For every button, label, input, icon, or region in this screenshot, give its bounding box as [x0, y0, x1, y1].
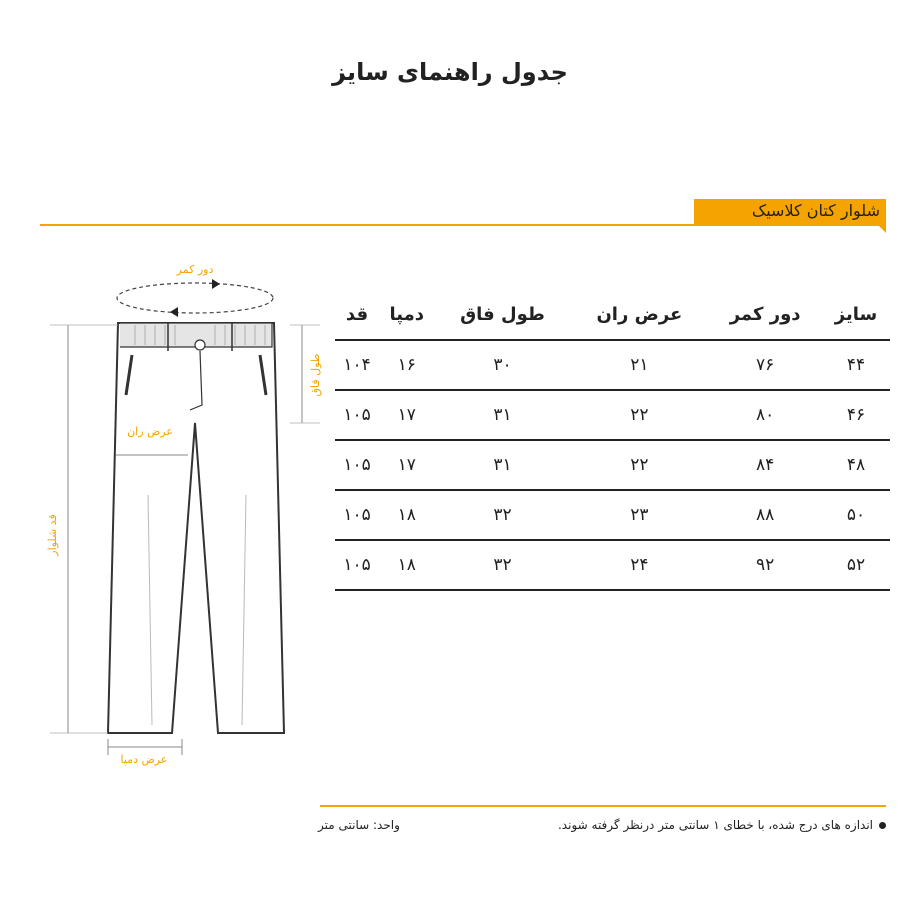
table-cell: ۳۰ — [434, 340, 570, 390]
table-cell: ۱۰۵ — [335, 440, 379, 490]
table-cell: ۸۴ — [708, 440, 822, 490]
button-icon — [195, 340, 205, 350]
table-cell: ۱۷ — [379, 440, 434, 490]
table-cell: ۸۸ — [708, 490, 822, 540]
column-header: قد — [335, 290, 379, 340]
waist-arrow-icon — [170, 307, 178, 317]
measurement-note — [558, 818, 886, 832]
length-label: قد شلوار — [46, 514, 59, 556]
table-cell: ۹۲ — [708, 540, 822, 590]
crease-left — [148, 495, 152, 725]
table-cell: ۱۸ — [379, 490, 434, 540]
waist-ellipse — [117, 283, 273, 313]
table-header-row — [335, 290, 890, 340]
column-header: طول فاق — [434, 290, 570, 340]
table-row — [335, 440, 890, 490]
page-title: جدول راهنمای سایز — [332, 58, 568, 86]
table-cell: ۲۲ — [570, 390, 708, 440]
bullet-icon — [879, 822, 886, 829]
unit-label: واحد: سانتی متر — [318, 818, 400, 832]
table-cell: ۴۶ — [822, 390, 890, 440]
column-header: دمپا — [379, 290, 434, 340]
waist-arrow-icon — [212, 279, 220, 289]
column-header: سایز — [822, 290, 890, 340]
table-cell: ۳۱ — [434, 440, 570, 490]
table-cell: ۲۴ — [570, 540, 708, 590]
table-cell: ۱۰۵ — [335, 390, 379, 440]
table-cell: ۳۱ — [434, 390, 570, 440]
table-cell: ۲۱ — [570, 340, 708, 390]
table-cell: ۱۸ — [379, 540, 434, 590]
table-cell: ۱۰۴ — [335, 340, 379, 390]
crease-right — [242, 495, 246, 725]
table-cell: ۳۲ — [434, 540, 570, 590]
table-cell: ۱۰۵ — [335, 490, 379, 540]
table-row — [335, 490, 890, 540]
table-row — [335, 390, 890, 440]
table-cell: ۱۷ — [379, 390, 434, 440]
waist-label: دور کمر — [176, 263, 214, 276]
fly-stitch — [190, 351, 202, 410]
table-cell: ۵۰ — [822, 490, 890, 540]
table-cell: ۱۰۵ — [335, 540, 379, 590]
rise-label: طول فاق — [309, 353, 322, 397]
table-cell: ۴۴ — [822, 340, 890, 390]
table-cell: ۲۲ — [570, 440, 708, 490]
footer-divider — [320, 805, 886, 807]
hem-label: عرض دمپا — [120, 753, 168, 766]
size-table — [335, 290, 890, 591]
table-cell: ۱۶ — [379, 340, 434, 390]
table-cell: ۴۸ — [822, 440, 890, 490]
thigh-label: عرض ران — [127, 425, 173, 438]
column-header: عرض ران — [570, 290, 708, 340]
table-cell: ۳۲ — [434, 490, 570, 540]
product-name-tab: شلوار کتان کلاسیک — [694, 199, 886, 225]
column-header: دور کمر — [708, 290, 822, 340]
left-pocket — [126, 355, 132, 395]
right-pocket — [260, 355, 266, 395]
table-row — [335, 540, 890, 590]
table-cell: ۸۰ — [708, 390, 822, 440]
table-cell: ۷۶ — [708, 340, 822, 390]
table-cell: ۵۲ — [822, 540, 890, 590]
table-row — [335, 340, 890, 390]
table-cell: ۲۳ — [570, 490, 708, 540]
note-text: اندازه های درج شده، با خطای ۱ سانتی متر درنظر گرفته شوند. — [557, 818, 873, 832]
pants-outline — [108, 323, 284, 733]
pants-diagram — [40, 255, 330, 775]
